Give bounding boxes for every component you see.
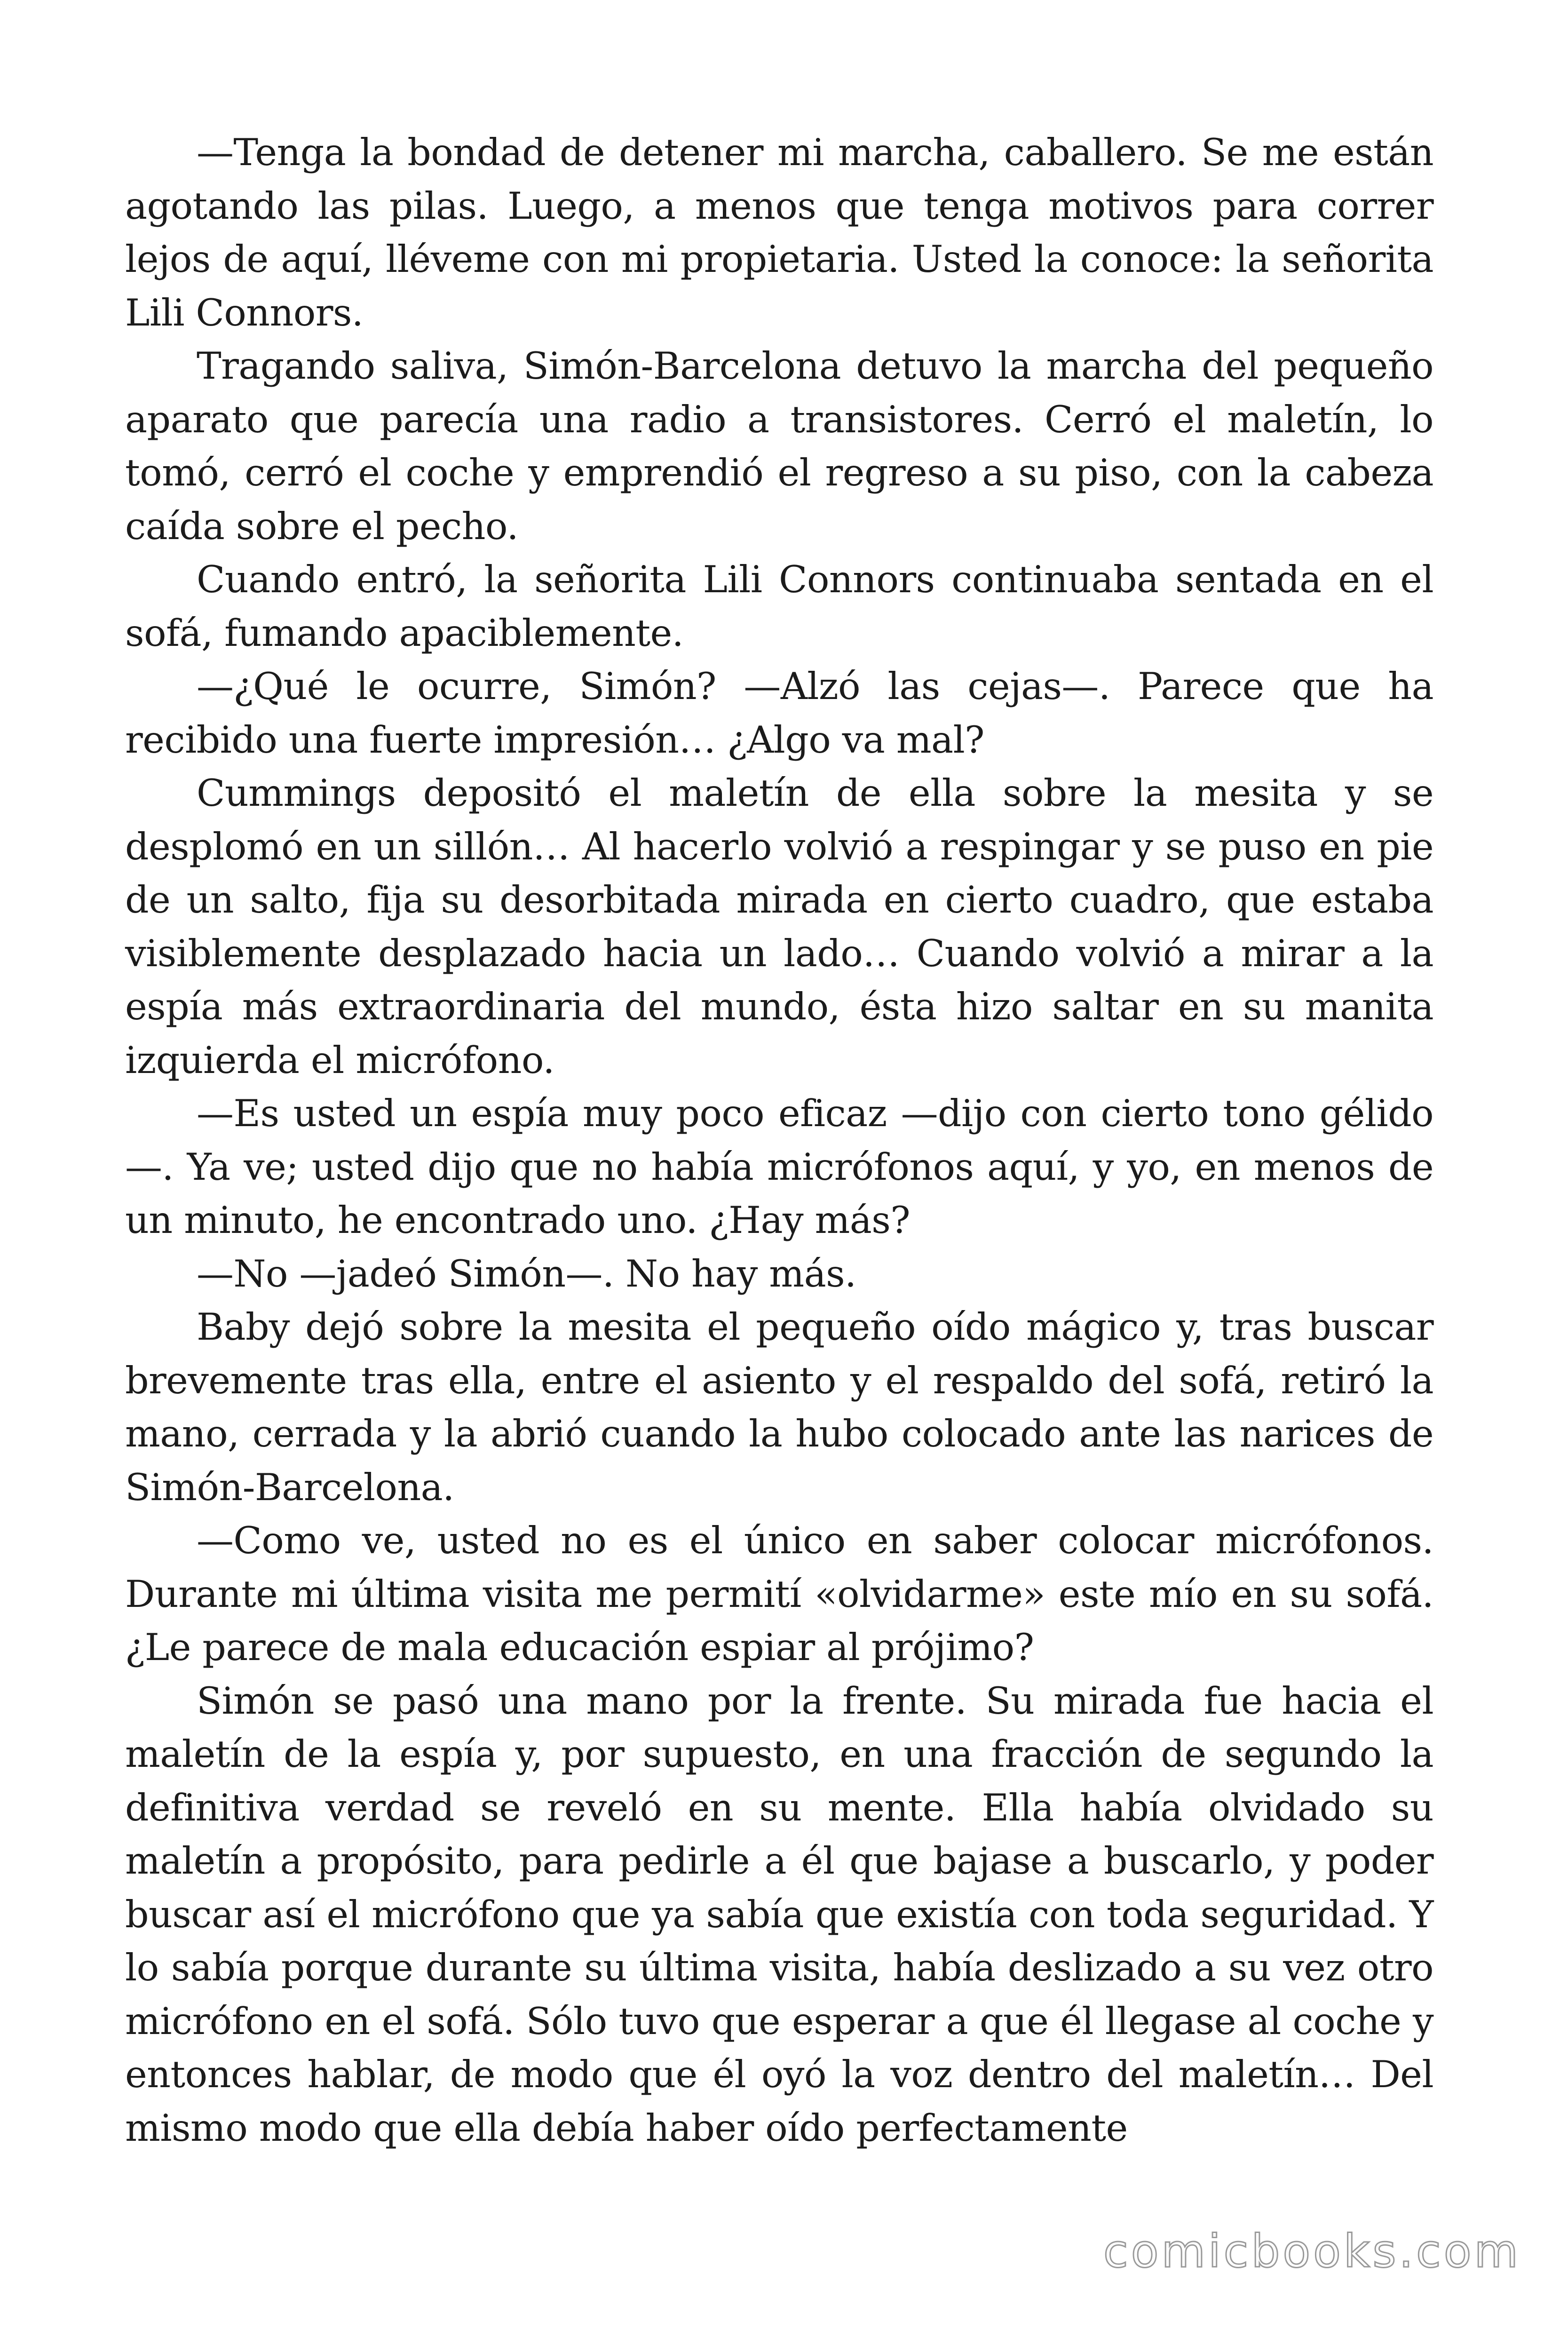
paragraph: —Tenga la bondad de detener mi marcha, caballero. Se me están agotando las pilas. Luego, a menos que tenga motivos para correr lejos de aquí, lléveme con mi propietaria. Usted la conoce: la señorita Lili Connors. [125,131,1433,334]
paragraph: Tragando saliva, Simón-Barcelona detuvo la marcha del pequeño aparato que parecía una radio a transistores. Cerró el maletín, lo tomó, cerró el coche y emprendió el regreso a su piso, con la cabeza caída sobre el pecho. [125,344,1433,548]
watermark: comicbooks.com [1103,2225,1521,2278]
paragraph: —¿Qué le ocurre, Simón? —Alzó las cejas—. Parece que ha recibido una fuerte impresión… ¿Algo va mal? [125,665,1433,762]
paragraph: Baby dejó sobre la mesita el pequeño oído mágico y, tras buscar brevemente tras ella, entre el asiento y el respaldo del sofá, retiró la mano, cerrada y la abrió cuando la hubo colocado ante las narices de Simón-Barcelona. [125,1305,1433,1509]
paragraph: —No —jadeó Simón—. No hay más. [197,1252,856,1295]
paragraph: Cuando entró, la señorita Lili Connors continuaba sentada en el sofá, fumando apaciblemente. [125,558,1433,655]
paragraph: —Es usted un espía muy poco eficaz —dijo con cierto tono gélido—. Ya ve; usted dijo que no había micrófonos aquí, y yo, en menos de un minuto, he encontrado uno. ¿Hay más? [125,1092,1433,1242]
paragraph: —Como ve, usted no es el único en saber colocar micrófonos. Durante mi última visita me permití «olvidarme» este mío en su sofá. ¿Le parece de mala educación espiar al prójimo? [125,1519,1433,1669]
paragraph: Simón se pasó una mano por la frente. Su mirada fue hacia el maletín de la espía y, por supuesto, en una fracción de segundo la definitiva verdad se reveló en su mente. Ella había olvidado su maletín a propósito, para pedirle a él que bajase a buscarlo, y poder buscar así el micrófono que ya sabía que existía con toda seguridad. Y lo sabía porque durante su última visita, había deslizado a su vez otro micrófono en el sofá. Sólo tuvo que esperar a que él llegase al coche y entonces hablar, de modo que él oyó la voz dentro del maletín… Del mismo modo que ella debía haber oído perfectamente [125,1679,1433,2150]
body-text [125,126,1433,2155]
paragraph: Cummings depositó el maletín de ella sobre la mesita y se desplomó en un sillón… Al hacerlo volvió a respingar y se puso en pie de un salto, fija su desorbitada mirada en cierto cuadro, que estaba visiblemente desplazado hacia un lado… Cuando volvió a mirar a la espía más extraordinaria del mundo, ésta hizo saltar en su manita izquierda el micrófono. [125,771,1433,1082]
